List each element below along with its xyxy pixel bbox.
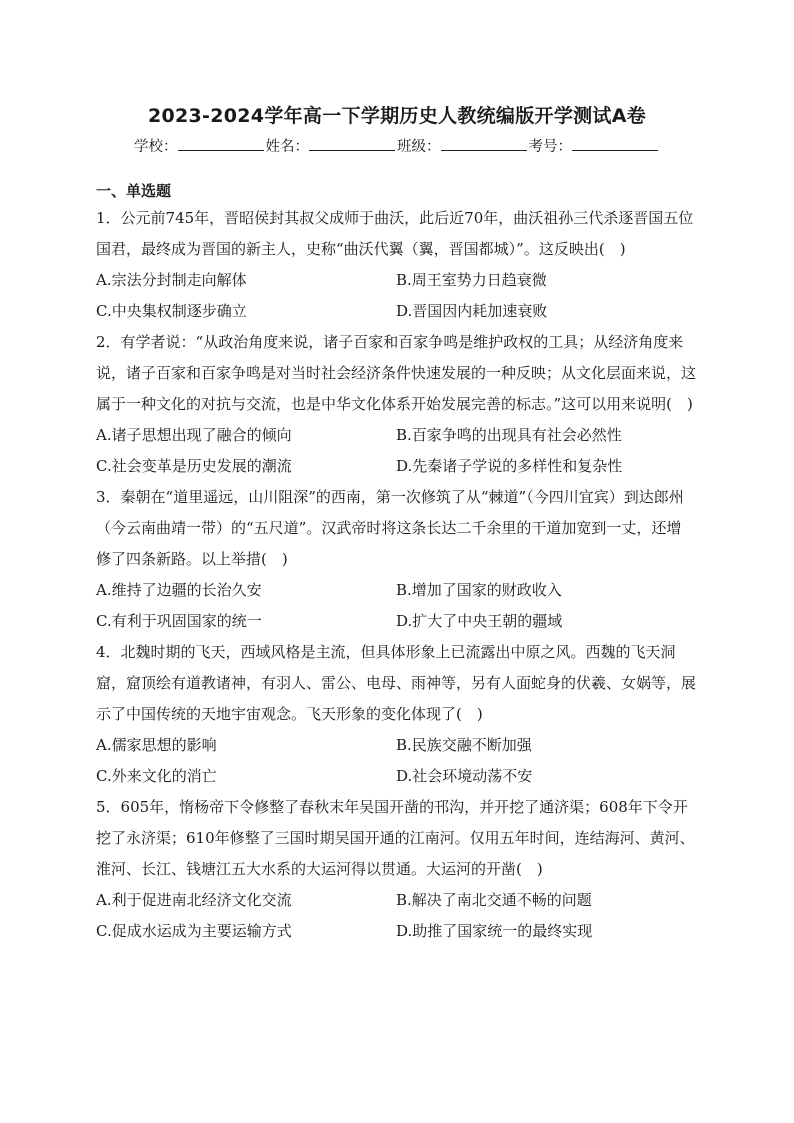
class-label: 班级： — [397, 139, 441, 155]
class-field — [397, 137, 529, 156]
student-info-line — [0, 137, 794, 156]
option-a[interactable]: A.利于促进南北经济文化交流 — [96, 891, 292, 909]
question-4 — [96, 637, 696, 792]
question-stem: 4．北魏时期的飞天，西域风格是主流，但具体形象上已流露出中原之风。西魏的飞天洞窟，窟顶绘有道教诸神，有羽人、雷公、电母、雨神等，另有人面蛇身的伏羲、女娲等，展示了中国传统的天地宇宙观念。飞天形象的变化体现了( ) — [96, 643, 697, 723]
exam-number-blank[interactable] — [572, 137, 658, 151]
school-label: 学校： — [134, 139, 178, 155]
options — [96, 885, 696, 947]
options — [96, 265, 696, 327]
name-blank[interactable] — [309, 137, 395, 151]
question-3 — [96, 482, 696, 637]
option-a[interactable]: A.宗法分封制走向解体 — [96, 271, 247, 289]
option-c[interactable]: C.外来文化的消亡 — [96, 767, 217, 785]
option-c[interactable]: C.有利于巩固国家的统一 — [96, 612, 262, 630]
school-blank[interactable] — [178, 137, 264, 151]
option-a[interactable]: A.儒家思想的影响 — [96, 736, 217, 754]
question-stem: 5．605年，惰杨帝下令修整了春秋末年吴国开凿的邗沟，并开挖了通济渠；608年下令开挖了永济渠；610年修整了三国时期吴国开通的江南河。仅用五年时间，连结海河、黄河、淮河、长江、钱塘江五大水系的大运河得以贯通。大运河的开凿( ) — [96, 798, 695, 878]
option-d[interactable]: D.扩大了中央王朝的疆域 — [396, 612, 563, 630]
option-b[interactable]: B.增加了国家的财政收入 — [396, 581, 562, 599]
class-blank[interactable] — [441, 137, 527, 151]
options — [96, 575, 696, 637]
option-c[interactable]: C.中央集权制逐步确立 — [96, 302, 247, 320]
question-stem: 2．有学者说：“从政治角度来说，诸子百家和百家争鸣是维护政权的工具；从经济角度来说，诸子百家和百家争鸣是对当时社会经济条件快速发展的一种反映；从文化层面来说，这属于一种文化的对抗与交流，也是中华文化体系开始发展完善的标志。”这可以用来说明( ) — [96, 333, 697, 413]
options — [96, 730, 696, 792]
question-stem: 3．秦朝在“道里遥远，山川阻深”的西南，第一次修筑了从“棘道”（今四川宜宾）到达郎州（今云南曲靖一带）的“五尺道”。汉武帝时将这条长达二千余里的干道加宽到一丈，还增修了四条新路。以上举措( ) — [96, 488, 684, 568]
option-c[interactable]: C.促成水运成为主要运输方式 — [96, 922, 292, 940]
question-list — [96, 203, 696, 947]
option-a[interactable]: A.维持了边疆的长治久安 — [96, 581, 262, 599]
name-field — [266, 137, 398, 156]
exam-number-field — [529, 137, 661, 156]
option-d[interactable]: D.社会环境动荡不安 — [396, 767, 533, 785]
option-b[interactable]: B.民族交融不断加强 — [396, 736, 532, 754]
option-b[interactable]: B.百家争鸣的出现具有社会必然性 — [396, 426, 622, 444]
option-d[interactable]: D.晋国因内耗加速衰败 — [396, 302, 548, 320]
section-heading: 一、单选题 — [96, 182, 172, 200]
question-1 — [96, 203, 696, 327]
question-2 — [96, 327, 696, 482]
option-b[interactable]: B.解决了南北交通不畅的问题 — [396, 891, 592, 909]
name-label: 姓名： — [265, 139, 309, 155]
option-d[interactable]: D.先秦诸子学说的多样性和复杂性 — [396, 457, 623, 475]
option-b[interactable]: B.周王室势力日趋衰微 — [396, 271, 547, 289]
exam-number-label: 考号： — [528, 139, 572, 155]
option-a[interactable]: A.诸子思想出现了融合的倾向 — [96, 426, 292, 444]
question-5 — [96, 792, 696, 947]
school-field — [134, 137, 266, 156]
options — [96, 420, 696, 482]
exam-title: 2023-2024学年高一下学期历史人教统编版开学测试A卷 — [147, 105, 647, 127]
question-stem: 1．公元前745年，晋昭侯封其叔父成师于曲沃，此后近70年，曲沃祖孙三代杀逐晋国五位国君，最终成为晋国的新主人，史称“曲沃代翼（翼，晋国都城）”。这反映出( ) — [96, 209, 694, 258]
option-c[interactable]: C.社会变革是历史发展的潮流 — [96, 457, 292, 475]
option-d[interactable]: D.助推了国家统一的最终实现 — [396, 922, 593, 940]
